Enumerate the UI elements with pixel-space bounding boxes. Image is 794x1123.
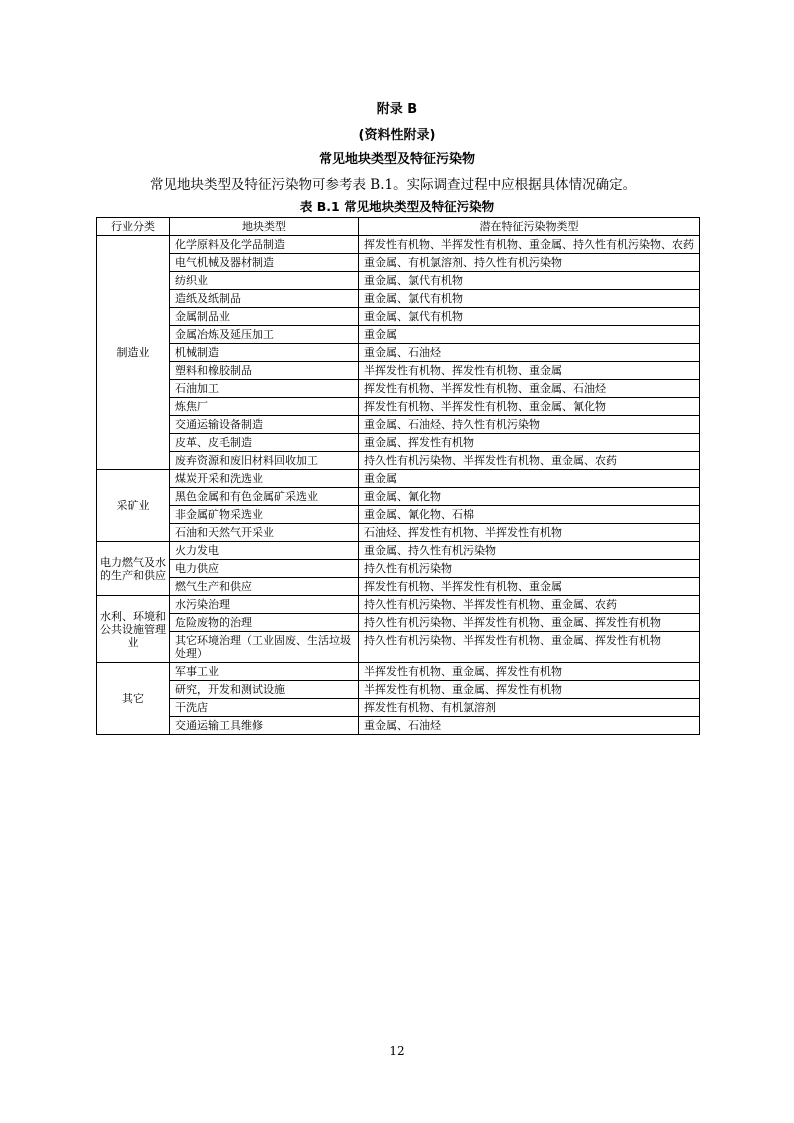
pollutant-cell: 重金属、石油烃 [359, 717, 700, 735]
table-row [97, 614, 700, 632]
page-number: 12 [389, 1044, 405, 1058]
site-type-cell: 研究，开发和测试设施 [170, 681, 359, 699]
table-row [97, 663, 700, 681]
pollutant-cell: 挥发性有机物、半挥发性有机物、重金属、氰化物 [359, 398, 700, 416]
pollutant-cell: 石油烃、挥发性有机物、半挥发性有机物 [359, 524, 700, 542]
table-row [97, 254, 700, 272]
pollutant-cell: 重金属 [359, 470, 700, 488]
pollutant-cell: 挥发性有机物、半挥发性有机物、重金属、持久性有机污染物、农药 [359, 236, 700, 254]
table-row [97, 272, 700, 290]
table-row [97, 416, 700, 434]
table-row [97, 717, 700, 735]
site-type-cell: 造纸及纸制品 [170, 290, 359, 308]
site-type-cell: 煤炭开采和洗选业 [170, 470, 359, 488]
pollutant-cell: 挥发性有机物、有机氯溶剂 [359, 699, 700, 717]
table-row [97, 398, 700, 416]
pollutant-cell: 重金属、有机氯溶剂、持久性有机污染物 [359, 254, 700, 272]
industry-category: 水利、环境和公共设施管理业 [97, 596, 170, 663]
table-row [97, 362, 700, 380]
pollutant-cell: 挥发性有机物、半挥发性有机物、重金属 [359, 578, 700, 596]
site-type-cell: 交通运输设备制造 [170, 416, 359, 434]
table-row [97, 452, 700, 470]
table-row [97, 506, 700, 524]
site-type-cell: 非金属矿物采选业 [170, 506, 359, 524]
site-type-cell: 水污染治理 [170, 596, 359, 614]
industry-category: 采矿业 [97, 470, 170, 542]
industry-category: 制造业 [97, 236, 170, 470]
pollutant-cell: 挥发性有机物、半挥发性有机物、重金属、石油烃 [359, 380, 700, 398]
table-caption: 表 B.1 常见地块类型及特征污染物 [299, 199, 495, 214]
table-row [97, 434, 700, 452]
table-row [97, 596, 700, 614]
pollutant-cell: 重金属、氯代有机物 [359, 290, 700, 308]
table-row [97, 290, 700, 308]
table-row [97, 470, 700, 488]
site-type-cell: 电力供应 [170, 560, 359, 578]
table-row [97, 326, 700, 344]
site-type-cell: 废弃资源和废旧材料回收加工 [170, 452, 359, 470]
pollutant-cell: 半挥发性有机物、挥发性有机物、重金属 [359, 362, 700, 380]
table-row [97, 560, 700, 578]
pollutant-cell: 持久性有机污染物、半挥发性有机物、重金属、农药 [359, 596, 700, 614]
table-row [97, 578, 700, 596]
site-type-cell: 电气机械及器材制造 [170, 254, 359, 272]
table-row [97, 542, 700, 560]
header-industry: 行业分类 [97, 218, 170, 236]
site-type-cell: 燃气生产和供应 [170, 578, 359, 596]
pollutant-cell: 重金属、氰化物、石棉 [359, 506, 700, 524]
intro-paragraph: 常见地块类型及特征污染物可参考表 B.1。实际调查过程中应根据具体情况确定。 [150, 177, 637, 193]
pollutant-cell: 重金属、氯代有机物 [359, 272, 700, 290]
pollutant-cell: 重金属、氰化物 [359, 488, 700, 506]
site-type-cell: 金属制品业 [170, 308, 359, 326]
table-row [97, 488, 700, 506]
industry-category: 电力燃气及水的生产和供应 [97, 542, 170, 596]
site-type-cell: 石油加工 [170, 380, 359, 398]
site-type-cell: 军事工业 [170, 663, 359, 681]
site-type-cell: 黑色金属和有色金属矿采选业 [170, 488, 359, 506]
pollutant-cell: 持久性有机污染物、半挥发性有机物、重金属、挥发性有机物 [359, 632, 700, 663]
pollutant-cell: 半挥发性有机物、重金属、挥发性有机物 [359, 663, 700, 681]
site-type-cell: 交通运输工具维修 [170, 717, 359, 735]
table-row [97, 699, 700, 717]
pollutant-table [96, 217, 700, 735]
site-type-cell: 金属冶炼及延压加工 [170, 326, 359, 344]
site-type-cell: 炼焦厂 [170, 398, 359, 416]
industry-category: 其它 [97, 663, 170, 735]
appendix-title: 常见地块类型及特征污染物 [318, 152, 475, 167]
table-row [97, 308, 700, 326]
table-row [97, 632, 700, 663]
site-type-cell: 机械制造 [170, 344, 359, 362]
pollutant-cell: 半挥发性有机物、重金属、挥发性有机物 [359, 681, 700, 699]
pollutant-cell: 重金属、石油烃 [359, 344, 700, 362]
pollutant-cell: 重金属、持久性有机污染物 [359, 542, 700, 560]
pollutant-cell: 重金属、氯代有机物 [359, 308, 700, 326]
table-row [97, 380, 700, 398]
table-row [97, 344, 700, 362]
pollutant-cell: 重金属 [359, 326, 700, 344]
site-type-cell: 干洗店 [170, 699, 359, 717]
pollutant-cell: 重金属、石油烃、持久性有机污染物 [359, 416, 700, 434]
header-pollutants: 潜在特征污染物类型 [359, 218, 700, 236]
table-row [97, 681, 700, 699]
site-type-cell: 危险废物的治理 [170, 614, 359, 632]
header-site-type: 地块类型 [170, 218, 359, 236]
appendix-note: (资料性附录) [358, 128, 436, 143]
table-row [97, 524, 700, 542]
site-type-cell: 其它环境治理（工业固废、生活垃圾处理） [170, 632, 359, 663]
pollutant-cell: 持久性有机污染物、半挥发性有机物、重金属、挥发性有机物 [359, 614, 700, 632]
site-type-cell: 火力发电 [170, 542, 359, 560]
pollutant-cell: 持久性有机污染物、半挥发性有机物、重金属、农药 [359, 452, 700, 470]
table-header-row [97, 218, 700, 236]
table-row [97, 236, 700, 254]
site-type-cell: 纺织业 [170, 272, 359, 290]
pollutant-cell: 重金属、挥发性有机物 [359, 434, 700, 452]
site-type-cell: 化学原料及化学品制造 [170, 236, 359, 254]
site-type-cell: 石油和天然气开采业 [170, 524, 359, 542]
pollutant-cell: 持久性有机污染物 [359, 560, 700, 578]
site-type-cell: 皮革、皮毛制造 [170, 434, 359, 452]
site-type-cell: 塑料和橡胶制品 [170, 362, 359, 380]
appendix-label: 附录 B [376, 102, 418, 117]
